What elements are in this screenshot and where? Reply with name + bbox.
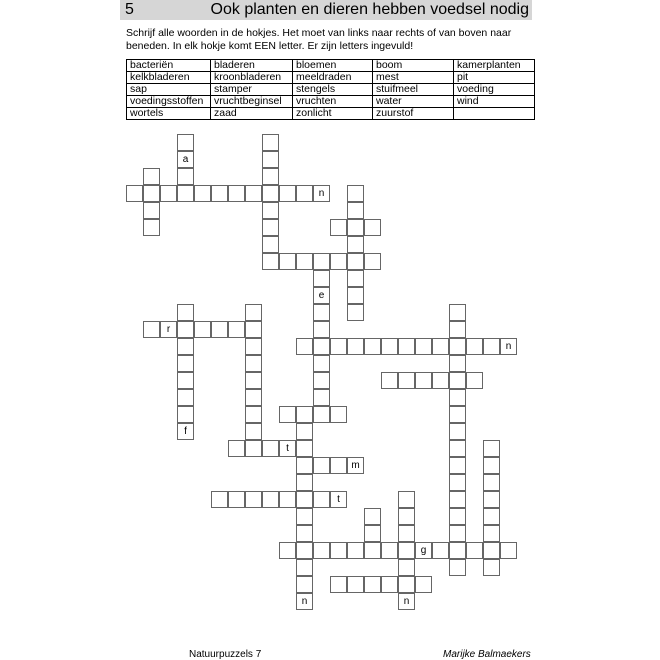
word-cell: voeding [454, 84, 535, 96]
crossword-cell[interactable] [347, 270, 364, 287]
crossword-cell[interactable] [398, 338, 415, 355]
crossword-cell[interactable] [415, 372, 432, 389]
crossword-cell[interactable] [245, 491, 262, 508]
crossword-cell[interactable] [245, 440, 262, 457]
crossword-cell[interactable] [398, 542, 415, 559]
crossword-cell[interactable] [211, 321, 228, 338]
crossword-cell[interactable] [449, 508, 466, 525]
crossword-cell[interactable] [449, 474, 466, 491]
crossword-cell-given[interactable]: r [160, 321, 177, 338]
word-cell: wortels [127, 108, 211, 120]
crossword-cell[interactable] [279, 253, 296, 270]
crossword-cell-given[interactable]: n [296, 593, 313, 610]
crossword-cell[interactable] [296, 185, 313, 202]
crossword-cell[interactable] [262, 253, 279, 270]
crossword-cell[interactable] [296, 559, 313, 576]
crossword-cell[interactable] [483, 440, 500, 457]
crossword-cell[interactable] [347, 253, 364, 270]
crossword-cell[interactable] [347, 185, 364, 202]
word-cell: bloemen [293, 60, 373, 72]
footer-author: Marijke Balmaekers [443, 649, 531, 660]
crossword-cell[interactable] [245, 406, 262, 423]
crossword-cell[interactable] [262, 236, 279, 253]
crossword-cell[interactable] [262, 151, 279, 168]
crossword-cell[interactable] [296, 474, 313, 491]
crossword-cell[interactable] [245, 372, 262, 389]
crossword-cell[interactable] [330, 406, 347, 423]
crossword-cell[interactable] [262, 440, 279, 457]
crossword-cell[interactable] [330, 576, 347, 593]
crossword-cell[interactable] [143, 219, 160, 236]
crossword-cell[interactable] [296, 525, 313, 542]
word-cell: stengels [293, 84, 373, 96]
crossword-cell[interactable] [262, 219, 279, 236]
crossword-cell[interactable] [177, 185, 194, 202]
word-cell: zaad [211, 108, 293, 120]
word-cell: vruchtbeginsel [211, 96, 293, 108]
word-cell: zonlicht [293, 108, 373, 120]
crossword-cell[interactable] [279, 406, 296, 423]
crossword-cell[interactable] [347, 542, 364, 559]
crossword-cell[interactable] [364, 576, 381, 593]
crossword-cell[interactable] [449, 406, 466, 423]
crossword-cell[interactable] [313, 253, 330, 270]
crossword-cell[interactable] [347, 287, 364, 304]
puzzle-number: 5 [125, 1, 134, 18]
crossword-cell[interactable] [211, 491, 228, 508]
crossword-cell[interactable] [296, 253, 313, 270]
word-cell: voedingsstoffen [127, 96, 211, 108]
crossword-cell-given[interactable]: f [177, 423, 194, 440]
word-cell: stuifmeel [373, 84, 454, 96]
crossword-cell[interactable] [500, 542, 517, 559]
crossword-cell-given[interactable]: m [347, 457, 364, 474]
crossword-cell[interactable] [211, 185, 228, 202]
crossword-cell-given[interactable]: n [398, 593, 415, 610]
crossword-cell[interactable] [466, 372, 483, 389]
crossword-cell[interactable] [466, 338, 483, 355]
crossword-cell-given[interactable]: a [177, 151, 194, 168]
footer-book-title: Natuurpuzzels 7 [189, 649, 262, 660]
word-cell [454, 108, 535, 120]
crossword-cell[interactable] [228, 321, 245, 338]
crossword-cell[interactable] [262, 168, 279, 185]
crossword-cell[interactable] [398, 576, 415, 593]
crossword-cell[interactable] [245, 338, 262, 355]
crossword-cell-given[interactable]: e [313, 287, 330, 304]
crossword-cell[interactable] [296, 440, 313, 457]
crossword-cell[interactable] [398, 525, 415, 542]
word-cell: stamper [211, 84, 293, 96]
crossword-cell[interactable] [381, 338, 398, 355]
word-cell: vruchten [293, 96, 373, 108]
crossword-cell[interactable] [228, 185, 245, 202]
crossword-cell[interactable] [364, 542, 381, 559]
crossword-cell[interactable] [262, 185, 279, 202]
crossword-cell[interactable] [364, 338, 381, 355]
crossword-cell[interactable] [313, 542, 330, 559]
word-cell: boom [373, 60, 454, 72]
crossword-cell[interactable] [194, 185, 211, 202]
crossword-cell[interactable] [143, 185, 160, 202]
crossword-cell[interactable] [347, 236, 364, 253]
crossword-cell[interactable] [313, 321, 330, 338]
crossword-cell[interactable] [432, 338, 449, 355]
crossword-cell[interactable] [330, 542, 347, 559]
crossword-cell[interactable] [262, 202, 279, 219]
crossword-cell[interactable] [347, 202, 364, 219]
crossword-cell[interactable] [449, 389, 466, 406]
crossword-cell[interactable] [347, 219, 364, 236]
crossword-cell[interactable] [364, 219, 381, 236]
word-cell: pit [454, 72, 535, 84]
crossword-cell[interactable] [449, 372, 466, 389]
crossword-cell[interactable] [347, 338, 364, 355]
crossword-cell[interactable] [143, 168, 160, 185]
crossword-cell[interactable] [245, 389, 262, 406]
crossword-cell-given[interactable]: n [313, 185, 330, 202]
table-row [127, 84, 535, 96]
crossword-cell[interactable] [143, 321, 160, 338]
table-row [127, 72, 535, 84]
crossword-cell-given[interactable]: g [415, 542, 432, 559]
crossword-cell[interactable] [415, 576, 432, 593]
crossword-cell[interactable] [330, 253, 347, 270]
crossword-cell[interactable] [313, 338, 330, 355]
crossword-cell[interactable] [364, 508, 381, 525]
crossword-cell[interactable] [177, 372, 194, 389]
crossword-cell[interactable] [449, 321, 466, 338]
crossword-cell[interactable] [449, 440, 466, 457]
crossword-cell[interactable] [296, 423, 313, 440]
crossword-cell[interactable] [483, 457, 500, 474]
crossword-cell[interactable] [347, 576, 364, 593]
word-cell: sap [127, 84, 211, 96]
crossword-cell[interactable] [313, 270, 330, 287]
crossword-cell[interactable] [296, 457, 313, 474]
crossword-cell-given[interactable]: t [279, 440, 296, 457]
crossword-cell[interactable] [330, 457, 347, 474]
word-cell: kelkbladeren [127, 72, 211, 84]
crossword-cell[interactable] [483, 559, 500, 576]
crossword-cell[interactable] [313, 457, 330, 474]
word-cell: meeldraden [293, 72, 373, 84]
crossword-cell[interactable] [177, 134, 194, 151]
crossword-cell[interactable] [177, 406, 194, 423]
crossword-cell[interactable] [177, 389, 194, 406]
crossword-cell[interactable] [398, 372, 415, 389]
crossword-cell[interactable] [279, 185, 296, 202]
crossword-cell[interactable] [262, 491, 279, 508]
word-list-table [126, 59, 535, 120]
crossword-cell[interactable] [483, 491, 500, 508]
word-cell: bladeren [211, 60, 293, 72]
crossword-cell[interactable] [347, 304, 364, 321]
word-cell: wind [454, 96, 535, 108]
word-cell: water [373, 96, 454, 108]
crossword-cell[interactable] [449, 559, 466, 576]
word-cell: kroonbladeren [211, 72, 293, 84]
crossword-cell[interactable] [279, 491, 296, 508]
crossword-cell[interactable] [228, 491, 245, 508]
crossword-cell[interactable] [177, 338, 194, 355]
crossword-cell[interactable] [177, 304, 194, 321]
crossword-cell[interactable] [449, 542, 466, 559]
crossword-cell[interactable] [364, 525, 381, 542]
crossword-cell[interactable] [296, 542, 313, 559]
crossword-cell[interactable] [313, 355, 330, 372]
crossword-cell[interactable] [126, 185, 143, 202]
crossword-cell[interactable] [245, 304, 262, 321]
crossword-cell[interactable] [381, 372, 398, 389]
instructions-text: Schrijf alle woorden in de hokjes. Het moet van links naar rechts of van boven naar beneden. In elk hokje komt EEN letter. Er zijn letters ingevuld! [126, 27, 512, 52]
word-cell: bacteriën [127, 60, 211, 72]
crossword-cell[interactable] [262, 134, 279, 151]
crossword-cell[interactable] [483, 508, 500, 525]
crossword-cell[interactable] [483, 338, 500, 355]
crossword-cell[interactable] [449, 457, 466, 474]
crossword-cell[interactable] [313, 304, 330, 321]
crossword-cell[interactable] [449, 338, 466, 355]
crossword-cell[interactable] [296, 508, 313, 525]
crossword-cell-given[interactable]: t [330, 491, 347, 508]
table-row [127, 96, 535, 108]
crossword-cell[interactable] [483, 525, 500, 542]
crossword-cell[interactable] [279, 542, 296, 559]
crossword-cell[interactable] [177, 355, 194, 372]
crossword-cell[interactable] [296, 576, 313, 593]
table-row [127, 60, 535, 72]
crossword-cell[interactable] [483, 542, 500, 559]
crossword-cell[interactable] [415, 338, 432, 355]
crossword-cell[interactable] [330, 338, 347, 355]
crossword-cell[interactable] [245, 423, 262, 440]
crossword-cell[interactable] [449, 525, 466, 542]
crossword-cell[interactable] [398, 559, 415, 576]
crossword-cell[interactable] [432, 372, 449, 389]
crossword-cell[interactable] [245, 355, 262, 372]
crossword-cell[interactable] [245, 185, 262, 202]
crossword-cell[interactable] [381, 576, 398, 593]
crossword-cell[interactable] [313, 389, 330, 406]
crossword-cell[interactable] [381, 542, 398, 559]
word-cell: kamerplanten [454, 60, 535, 72]
crossword-cell[interactable] [160, 185, 177, 202]
table-row [127, 108, 535, 120]
crossword-cell[interactable] [245, 321, 262, 338]
crossword-cell[interactable] [432, 542, 449, 559]
crossword-cell[interactable] [194, 321, 211, 338]
crossword-cell[interactable] [449, 423, 466, 440]
crossword-cell[interactable] [313, 491, 330, 508]
crossword-cell[interactable] [296, 491, 313, 508]
word-cell: mest [373, 72, 454, 84]
word-cell: zuurstof [373, 108, 454, 120]
crossword-cell[interactable] [296, 338, 313, 355]
puzzle-title: Ook planten en dieren hebben voedsel nodig [210, 1, 529, 18]
crossword-cell[interactable] [398, 508, 415, 525]
crossword-cell[interactable] [449, 355, 466, 372]
crossword-cell[interactable] [330, 219, 347, 236]
crossword-cell[interactable] [177, 321, 194, 338]
crossword-cell[interactable] [398, 491, 415, 508]
crossword-cell-given[interactable]: n [500, 338, 517, 355]
crossword-cell[interactable] [177, 168, 194, 185]
crossword-cell[interactable] [313, 406, 330, 423]
crossword-cell[interactable] [449, 491, 466, 508]
page-header [120, 0, 532, 20]
crossword-cell[interactable] [449, 304, 466, 321]
crossword-cell[interactable] [143, 202, 160, 219]
crossword-cell[interactable] [313, 372, 330, 389]
crossword-cell[interactable] [228, 440, 245, 457]
crossword-cell[interactable] [466, 542, 483, 559]
crossword-cell[interactable] [483, 474, 500, 491]
crossword-cell[interactable] [296, 406, 313, 423]
crossword-cell[interactable] [364, 253, 381, 270]
